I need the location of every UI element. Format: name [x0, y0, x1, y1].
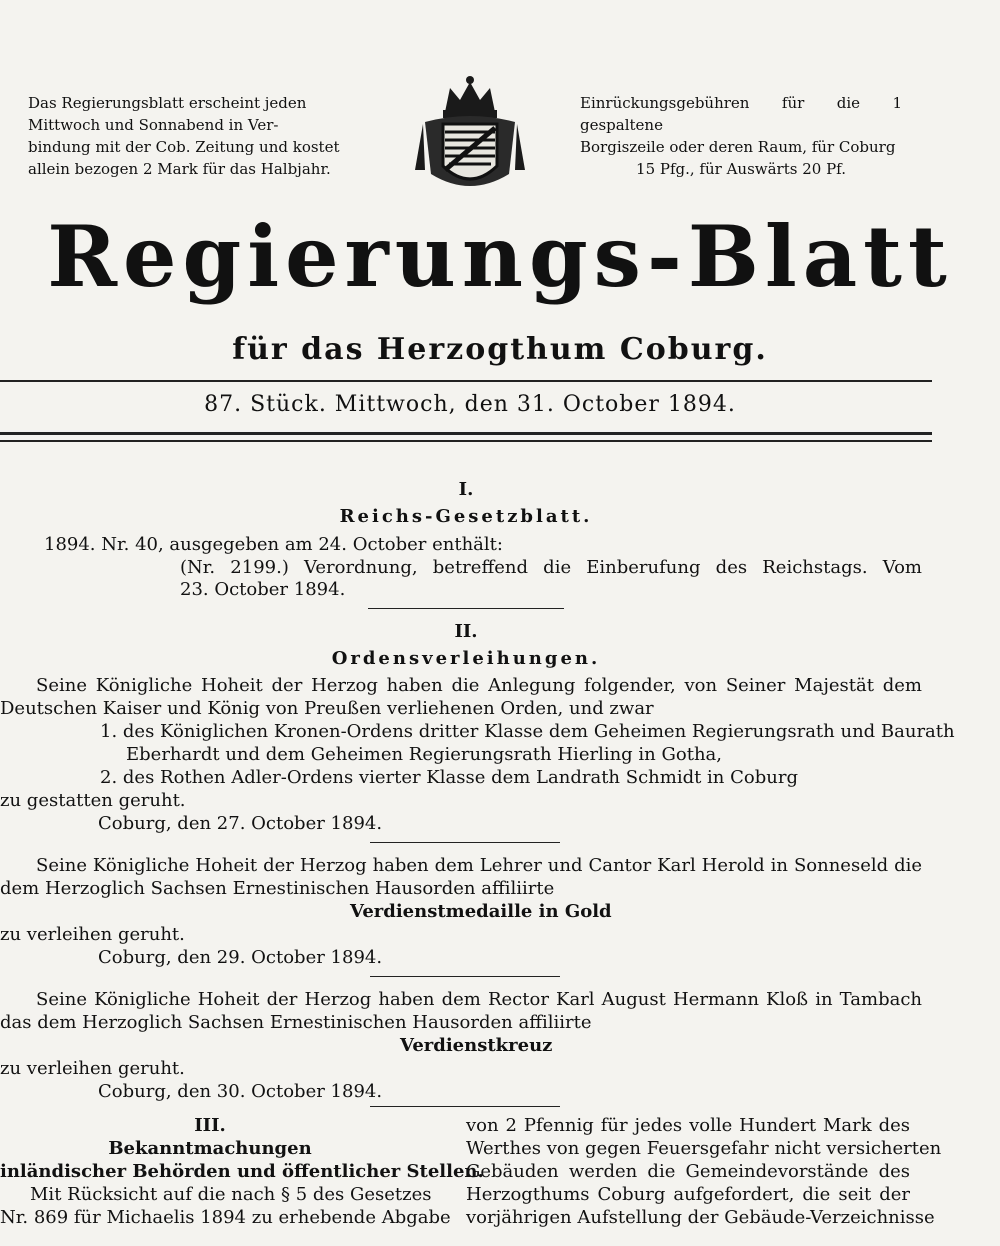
notice-line: Mittwoch und Sonnabend in Ver- — [28, 116, 279, 134]
text-line: zu gestatten geruht. — [0, 790, 186, 811]
notice-line: bindung mit der Cob. Zeitung und kostet — [28, 138, 340, 156]
text-line: 2. des Rothen Adler-Ordens vierter Klasse dem Landrath Schmidt in Coburg — [100, 767, 798, 788]
dateline: Coburg, den 30. October 1894. — [98, 1081, 383, 1102]
text-line: zu verleihen geruht. — [0, 1058, 185, 1079]
text-line: Eberhardt und dem Geheimen Regierungsrath Hierling in Gotha, — [126, 744, 722, 765]
dateline: Coburg, den 27. October 1894. — [98, 813, 383, 834]
divider — [370, 842, 560, 843]
issue-line: 87. Stück. Mittwoch, den 31. October 1894. — [204, 392, 736, 417]
text-line: Deutschen Kaiser und König von Preußen verliehenen Orden, und zwar — [0, 698, 654, 719]
notice-line: Borgiszeile oder deren Raum, für Coburg — [580, 138, 896, 156]
text-line: Seine Königliche Hoheit der Herzog haben dem Rector Karl August Hermann Kloß in Tambach — [36, 989, 922, 1010]
text-line: dem Herzoglich Sachsen Ernestinischen Hausorden affiliirte — [0, 878, 555, 899]
divider — [370, 1106, 560, 1107]
section-number: I. — [458, 479, 474, 500]
award-name: Verdienstmedaille in Gold — [350, 901, 612, 922]
dateline: Coburg, den 29. October 1894. — [98, 947, 383, 968]
section-number: II. — [454, 621, 478, 642]
coat-of-arms-icon — [405, 74, 535, 204]
text-line: 23. October 1894. — [180, 579, 346, 600]
text-line: Herzogthums Coburg aufgefordert, die seit der — [466, 1184, 910, 1205]
section-heading: inländischer Behörden und öffentlicher Stellen. — [0, 1161, 484, 1182]
text-line: Seine Königliche Hoheit der Herzog haben die Anlegung folgender, von Seiner Majestät dem — [36, 675, 922, 696]
text-line: vorjährigen Aufstellung der Gebäude-Verzeichnisse — [466, 1207, 935, 1228]
text-line: das dem Herzoglich Sachsen Ernestinischen Hausorden affiliirte — [0, 1012, 592, 1033]
text-line: Mit Rücksicht auf die nach § 5 des Gesetzes — [30, 1184, 432, 1205]
divider — [370, 976, 560, 977]
text-line: (Nr. 2199.) Verordnung, betreffend die Einberufung des Reichstags. Vom — [180, 557, 922, 578]
text-line: 1894. Nr. 40, ausgegeben am 24. October enthält: — [44, 534, 503, 555]
text-line: Werthes von gegen Feuersgefahr nicht versicherten — [466, 1138, 942, 1159]
subscription-notice — [28, 92, 358, 180]
divider — [0, 440, 932, 442]
notice-line: allein bezogen 2 Mark für das Halbjahr. — [28, 160, 331, 178]
masthead-subtitle: für das Herzogthum Coburg. — [232, 332, 768, 367]
text-line: Seine Königliche Hoheit der Herzog haben dem Lehrer und Cantor Karl Herold in Sonneseld die — [36, 855, 922, 876]
divider — [0, 380, 932, 382]
section-number: III. — [194, 1115, 226, 1136]
text-line: von 2 Pfennig für jedes volle Hundert Mark des — [466, 1115, 910, 1136]
text-line: Gebäuden werden die Gemeindevorstände des — [466, 1161, 910, 1182]
section-heading: Ordensverleihungen. — [331, 648, 601, 669]
advertising-fee-notice — [580, 92, 902, 180]
masthead-title: Regierungs-Blatt — [47, 207, 953, 306]
notice-line: Einrückungsgebühren für die 1 gespaltene — [580, 94, 902, 134]
award-name: Verdienstkreuz — [400, 1035, 553, 1056]
divider — [0, 432, 932, 435]
section-heading: Reichs-Gesetzblatt. — [339, 506, 593, 527]
notice-line: 15 Pfg., für Auswärts 20 Pf. — [636, 160, 846, 178]
text-line: zu verleihen geruht. — [0, 924, 185, 945]
notice-line: Das Regierungsblatt erscheint jeden — [28, 94, 307, 112]
text-line: Nr. 869 für Michaelis 1894 zu erhebende Abgabe — [0, 1207, 451, 1228]
text-line: 1. des Königlichen Kronen-Ordens dritter Klasse dem Geheimen Regierungsrath und Baurath — [100, 721, 955, 742]
divider — [368, 608, 564, 609]
section-heading: Bekanntmachungen — [108, 1138, 312, 1159]
